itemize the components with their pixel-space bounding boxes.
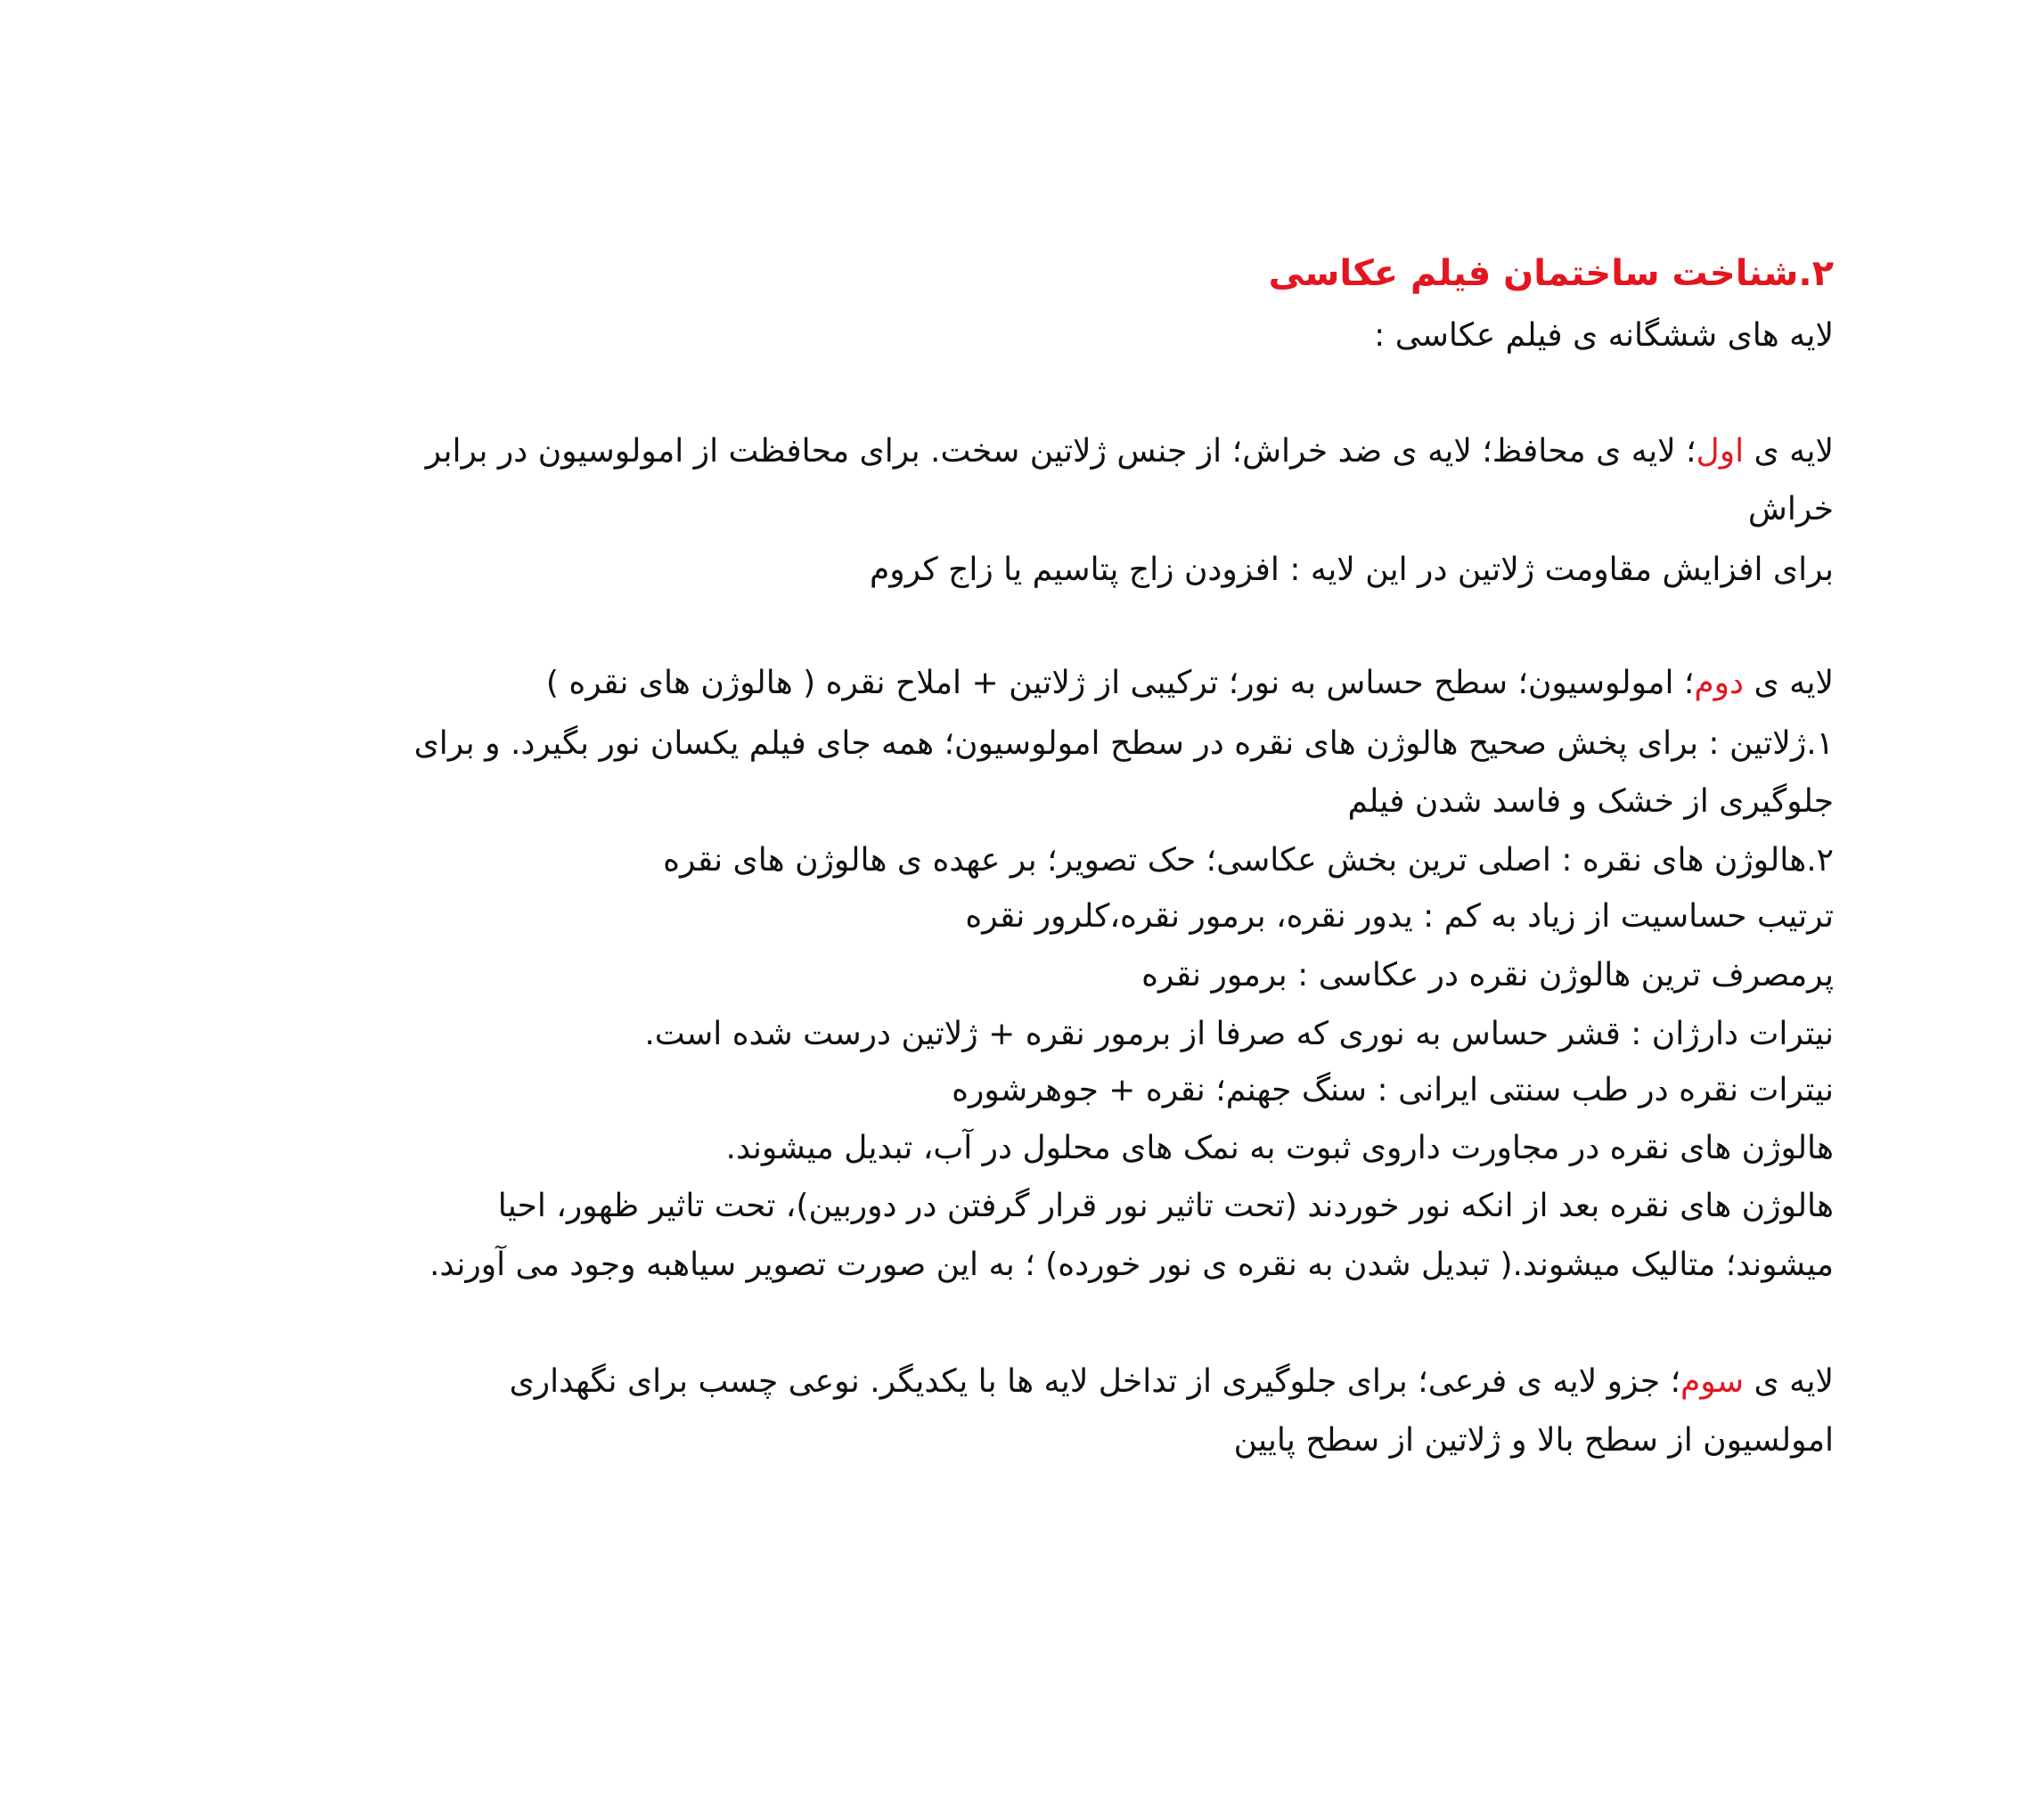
layer-3-line: امولسیون از سطح بالا و ژلاتین از سطح پایین xyxy=(1233,1422,1834,1459)
layer-3-intro xyxy=(510,1360,1834,1404)
section-subtitle: لایه های ششگانه ی فیلم عکاسی : xyxy=(1374,317,1834,354)
layer-1-line: خراش xyxy=(1747,491,1834,527)
layer-1-intro xyxy=(426,429,1834,474)
layer-2-line: نیترات دارژان : قشر حساس به نوری که صرفا از برمور نقره + ژلاتین درست شده است. xyxy=(644,1016,1834,1052)
layer-prefix: لایه ی xyxy=(1744,1363,1834,1400)
section-heading: ۲.شناخت ساختمان فیلم عکاسی xyxy=(1268,253,1834,294)
layer-1-line: برای افزایش مقاومت ژلاتین در این لایه : افزودن زاج پتاسیم یا زاج کروم xyxy=(869,552,1834,588)
layer-1-name: اول xyxy=(1696,433,1745,470)
layer-3-name: سوم xyxy=(1680,1363,1745,1400)
layer-2-name: دوم xyxy=(1694,665,1745,701)
layer-2-line: ۱.ژلاتین : برای پخش صحیح هالوژن های نقره در سطح امولوسیون؛ همه جای فیلم یکسان نور بگیرد. و برای xyxy=(413,725,1834,762)
layer-2-line: هالوژن های نقره بعد از انکه نور خوردند (تحت تاثیر نور قرار گرفتن در دوربین)، تحت تاثیر ظهور، احیا xyxy=(497,1188,1834,1224)
layer-1-text: ؛ لایه ی محافظ؛ لایه ی ضد خراش؛ از جنس ژلاتین سخت. برای محافظت از امولوسیون در برابر xyxy=(425,433,1697,470)
layer-prefix: لایه ی xyxy=(1744,665,1834,701)
layer-2-line: نیترات نقره در طب سنتی ایرانی : سنگ جهنم؛ نقره + جوهرشوره xyxy=(952,1072,1834,1108)
layer-2-line: هالوژن های نقره در مجاورت داروی ثبوت به نمک های محلول در آب، تبدیل میشوند. xyxy=(725,1130,1834,1166)
layer-2-line: پرمصرف ترین هالوژن نقره در عکاسی : برمور نقره xyxy=(1141,957,1834,993)
layer-2-line: میشوند؛ متالیک میشوند.( تبدیل شدن به نقره ی نور خورده) ؛ به این صورت تصویر سیاهبه وجود می آورند. xyxy=(429,1247,1834,1283)
layer-2-line: ۲.هالوژن های نقره : اصلی ترین بخش عکاسی؛ حک تصویر؛ بر عهده ی هالوژن های نقره xyxy=(663,842,1834,879)
layer-2-line: جلوگیری از خشک و فاسد شدن فیلم xyxy=(1347,783,1834,820)
layer-2-line: ترتیب حساسیت از زیاد به کم : یدور نقره، برمور نقره،کلرور نقره xyxy=(965,898,1834,935)
layer-prefix: لایه ی xyxy=(1744,433,1834,470)
layer-2-text: ؛ امولوسیون؛ سطح حساس به نور؛ ترکیبی از ژلاتین + املاح نقره ( هالوژن های نقره ) xyxy=(545,665,1695,701)
layer-2-intro xyxy=(546,661,1834,706)
layer-3-text: ؛ جزو لایه ی فرعی؛ برای جلوگیری از تداخل لایه ها با یکدیگر. نوعی چسب برای نگهداری xyxy=(509,1363,1681,1400)
